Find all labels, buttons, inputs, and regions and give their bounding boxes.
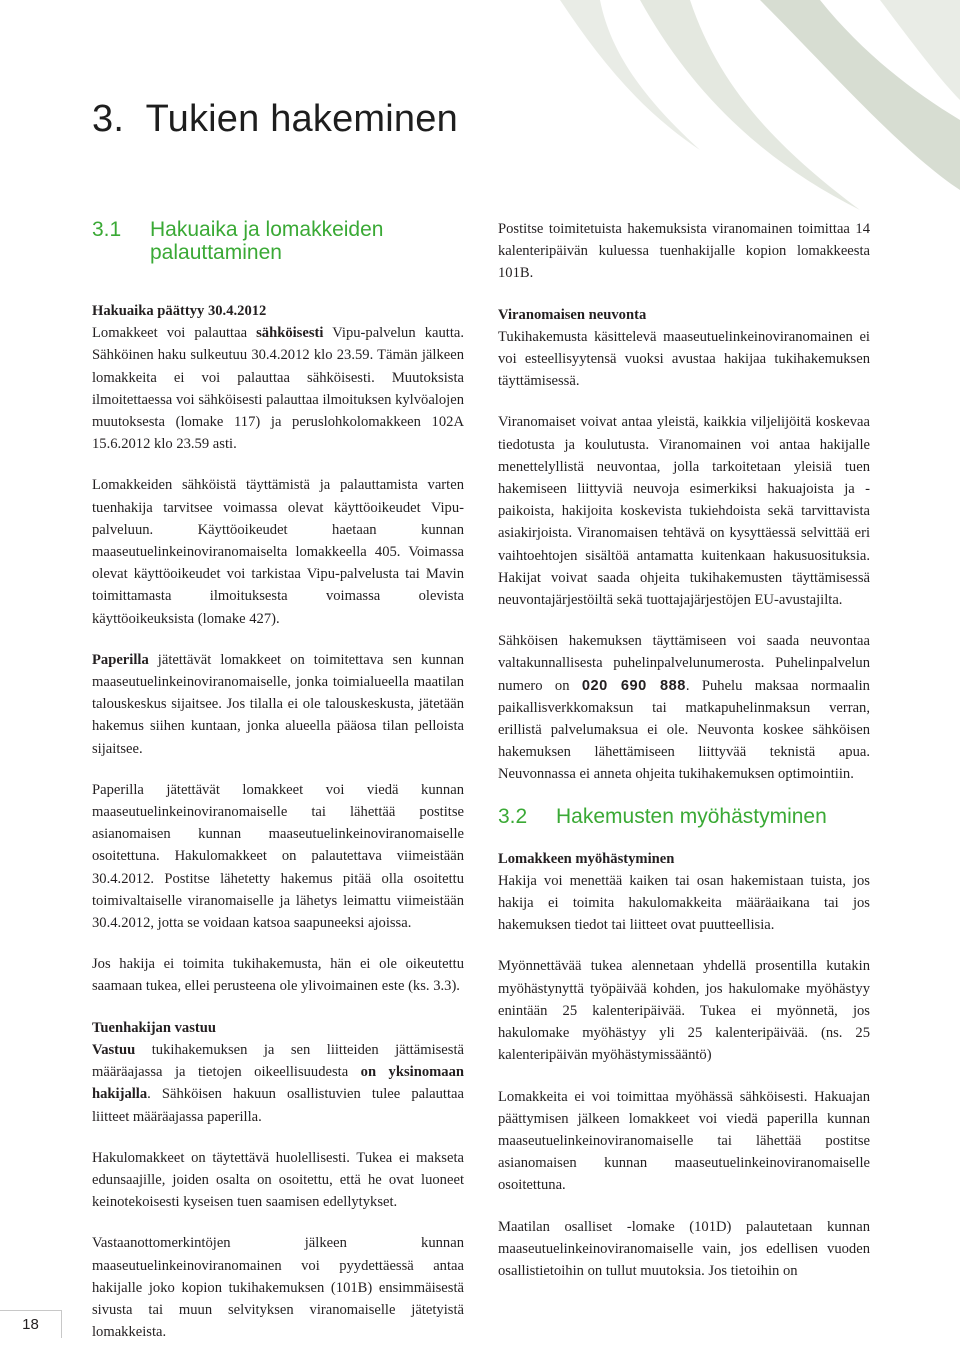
section-3-2-heading [498, 805, 870, 828]
paragraph: Sähköisen hakemuksen täyttämiseen voi saada neuvontaa valtakunnallisesta puhelinpalvelunumerosta. Puhelinpalvelun numero on 020 690 888. Puhelu maksaa normaalin paikallisverkkomaksun tai matkapuhelinmaksun verran, erillistä palvelumaksua ei ole. Neuvonta koskee sähköisen hakemuksen lähettämiseen liittyvää teknistä apua. Neuvonnassa ei anneta ohjeita tukihakemuksen optimointiin. [498, 633, 870, 783]
left-column [92, 218, 464, 1362]
paragraph: Lomakkeiden sähköistä täyttämistä ja palauttamista varten tuenhakija tarvitsee voimassa olevat käyttöoikeudet Vipu-palveluun. Käyttöoikeudet haetaan kunnan maaseutuelinkeinoviranomaiselta lomakkeella 405. Voimassa olevat käyttöoikeudet voi tarkistaa Vipu-palvelusta tai Mavin toimittamasta ilmoituksesta voimassa olevista käyttöoikeuksista (lomake 427). [92, 477, 464, 627]
responsibility-heading: Tuenhakijan vastuu [92, 1019, 216, 1036]
paragraph: Viranomaiset voivat antaa yleistä, kaikkia viljelijöitä koskevaa tiedotusta ja koulutusta. Viranomainen voi antaa hakijalle menettelyllistä neuvontaa, jolla tarkoitetaan yleisiä tuen hakemiseen liittyviä neuvoja esimerkiksi hakuajoista ja -paikoista, hakijoita koskevista tukiehdoista sekä tarvittavista asiakirjoista. Viranomaisen tehtävä on kysyttäessä selvittää eri vaihtoehtojen sisältöä antamatta kuitenkaan hakusuosituksia. Hakijat voivat saada ohjeita tukihakemusten täyttämisessä neuvontajärjestöiltä sekä tuottajajärjestöjen EU-avustajilta. [498, 414, 870, 609]
phone-number: 020 690 888 [581, 677, 686, 694]
right-column [498, 218, 870, 1301]
section-title-line1: Hakuaika ja lomakkeiden [150, 218, 384, 241]
paragraph: Jos hakija ei toimita tukihakemusta, hän ei ole oikeutettu saamaan tukea, ellei perusteena ole ylivoimainen este (ks. 3.3). [92, 956, 464, 995]
section-title: Hakemusten myöhästyminen [556, 804, 827, 828]
section-number: 3.1 [92, 218, 122, 241]
advice-heading: Viranomaisen neuvonta [498, 306, 647, 323]
section-title-line2: palauttaminen [150, 241, 282, 264]
section-3-1-heading [92, 218, 464, 264]
page-title: 3. Tukien hakeminen [92, 98, 458, 140]
paragraph: Maatilan osalliset -lomake (101D) palautetaan kunnan maaseutuelinkeinoviranomaiselle vain, jos edellisen vuoden osallistietoihin on tullut muutoksia. Jos tietoihin on [498, 1218, 870, 1279]
paragraph: Postitse toimitetuista hakemuksista viranomainen toimittaa 14 kalenteripäivän kuluessa tuenhakijalle kopion lomakkeesta 101B. [498, 221, 870, 282]
paragraph: Lomakkeita ei voi toimittaa myöhässä sähköisesti. Hakuajan päättymisen jälkeen lomakkeet voi viedä paperilla kunnan maaseutuelinkeinoviranomaiselle tai lähettää postitse asianomaisen kunnan maaseutuelinkeinoviranomaiselle osoitettuna. [498, 1088, 870, 1194]
paragraph: Vastuu tukihakemuksen ja sen liitteiden jättämisestä määräajassa ja tietojen oikeellisuudesta on yksinomaan hakijalla. Sähköisen hakuun osallistuvien tulee palauttaa liitteet määräajassa paperilla. [92, 1041, 464, 1125]
paragraph: Hakulomakkeet on täytettävä huolellisesti. Tukea ei makseta edunsaajille, joiden osalta on osoitettu, että he ovat luoneet keinotekoisesti kyseisen tuen saamisen edellytykset. [92, 1149, 464, 1211]
paragraph: Hakija voi menettää kaiken tai osan hakemistaan tuista, jos hakija ei toimita hakulomakkeita määräaikana tai jos hakemuksen tiedot tai liitteet ovat puutteellisia. [498, 872, 870, 934]
paragraph: Paperilla jätettävät lomakkeet voi viedä kunnan maaseutuelinkeinoviranomaiselle tai lähettää postitse asianomaisen kunnan maaseutuelinkeinoviranomaiselle osoitettuna. Hakulomakkeet on palautettava viimeistään 30.4.2012. Postitse lähetetty hakemus pitää olla osoitettu toimivaltaiselle viranomaiselle ja lähetys leimattu viimeistään 30.4.2012, jotta se voidaan katsoa saapuneeksi ajoissa. [92, 781, 464, 932]
paragraph: Vastaanottomerkintöjen jälkeen kunnan maaseutuelinkeinoviranomainen voi pyydettäessä antaa hakijalle joko kopion tukihakemuksen (101B) ensimmäisestä sivusta tai muun selvityksen viranomaiselle jätetyistä lomakkeista. [92, 1235, 464, 1341]
paragraph: Paperilla jätettävät lomakkeet on toimitettava sen kunnan maaseutuelinkeinoviranomaiselle, jonka toimialueella maatilan talouskeskus sijaitsee. Jos tilalla ei ole talouskeskusta, jätetään hakemus siihen kuntaan, jonka alueella pääosa tilan pelloista sijaitsee. [92, 651, 464, 757]
late-heading: Lomakkeen myöhästyminen [498, 850, 675, 867]
deadline-heading: Hakuaika päättyy 30.4.2012 [92, 303, 267, 319]
paragraph: Tukihakemusta käsittelevä maaseutuelinkeinoviranomainen ei voi esteellisyytensä vuoksi avustaa hakijaa tukihakemuksen täyttämisessä. [498, 328, 870, 390]
paragraph: Lomakkeet voi palauttaa sähköisesti Vipu-palvelun kautta. Sähköinen haku sulkeutuu 30.4.2012 klo 23.59. Tämän jälkeen lomakkeita ei voi palauttaa sähköisesti. Muutoksista ilmoitettaessa voi sähköisesti palauttaa ilmoituksen kylvöalojen muutoksesta (lomake 117) ja peruslohkolomakkeen 102A 15.6.2012 klo 23.59 asti. [92, 325, 465, 453]
page-number: 18 [0, 1310, 62, 1338]
section-number: 3.2 [498, 804, 528, 828]
paragraph: Myönnettävää tukea alennetaan yhdellä prosentilla kutakin myöhästynyttä työpäivää kohden, jos hakulomake myöhästyy enintään 25 kalenteripäivää. Tukea ei myönnetä, jos hakulomake myöhästyy yli 25 kalenteripäivää. (ns. 25 kalenteripäivän myöhästymissääntö) [498, 958, 870, 1064]
